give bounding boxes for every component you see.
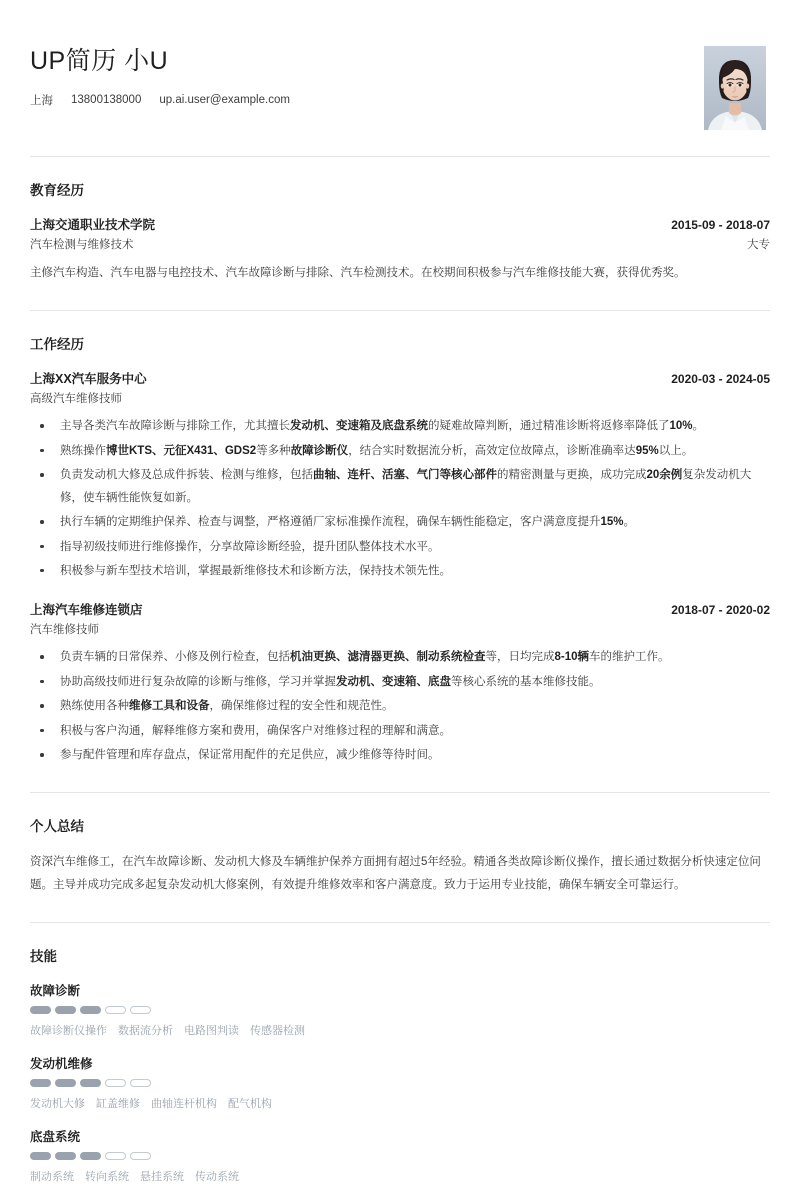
summary-text: 资深汽车维修工，在汽车故障诊断、发动机大修及车辆维护保养方面拥有超过5年经验。精通各类故障诊断仪操作，擅长通过数据分析快速定位问题。主导并成功完成多起复杂发动机大修案例，有效提升维修效率和客户满意度。致力于运用专业技能，确保车辆安全可靠运行。 (30, 856, 761, 891)
skill-tag: 配气机构 (228, 1098, 272, 1111)
header-left (30, 44, 290, 108)
skill-tag-list (30, 1168, 770, 1184)
skill-name: 发动机维修 (30, 1057, 93, 1072)
skill-level-meter (30, 1079, 770, 1087)
skill-bar-filled (80, 1079, 101, 1087)
work-bullet: 熟练操作博世KTS、元征X431、GDS2等多种故障诊断仪，结合实时数据流分析，高效定位故障点，诊断准确率达95%以上。 (30, 440, 770, 462)
section-education (30, 157, 770, 284)
skill-bar-empty (130, 1006, 151, 1014)
skill-tag: 制动系统 (30, 1171, 74, 1184)
skill-bar-empty (105, 1079, 126, 1087)
work-company: 上海汽车维修连锁店 (30, 603, 143, 618)
skill-tag: 数据流分析 (118, 1025, 173, 1038)
education-school: 上海交通职业技术学院 (30, 218, 156, 232)
skill-bar-filled (30, 1079, 51, 1087)
work-entry-sub (30, 621, 770, 637)
skill-block (30, 1127, 770, 1184)
work-bullet: 负责发动机大修及总成件拆装、检测与维修，包括曲轴、连杆、活塞、气门等核心部件的精密测量与更换，成功完成20余例复杂发动机大修，使车辆性能恢复如新。 (30, 464, 770, 509)
skill-bar-empty (105, 1152, 126, 1160)
skill-tag: 电路图判读 (184, 1025, 239, 1038)
education-entry-head (30, 215, 770, 233)
skill-tag: 传感器检测 (250, 1025, 305, 1038)
education-degree: 大专 (747, 239, 770, 251)
work-role: 汽车维修技师 (30, 624, 99, 637)
skill-bar-empty (130, 1079, 151, 1087)
skill-name: 故障诊断 (30, 984, 81, 999)
work-entry (30, 600, 770, 766)
section-title-summary: 个人总结 (30, 819, 84, 835)
work-entry-head (30, 600, 770, 618)
skill-bar-filled (55, 1079, 76, 1087)
skill-block (30, 981, 770, 1038)
section-skills (30, 923, 770, 1184)
work-bullet: 主导各类汽车故障诊断与排除工作，尤其擅长发动机、变速箱及底盘系统的疑难故障判断，通过精准诊断将返修率降低了10%。 (30, 415, 770, 437)
skill-bar-filled (80, 1152, 101, 1160)
section-title-skills: 技能 (30, 949, 57, 965)
education-entry-sub (30, 236, 770, 252)
skill-tag-list (30, 1095, 770, 1111)
section-work (30, 311, 770, 766)
work-entry (30, 369, 770, 582)
contact-email: up.ai.user@example.com (159, 93, 290, 106)
work-bullet-list (30, 646, 770, 766)
portrait-photo-icon (704, 46, 766, 130)
skill-tag: 发动机大修 (30, 1098, 85, 1111)
skill-tag: 曲轴连杆机构 (151, 1098, 217, 1111)
contact-row (30, 92, 290, 108)
skill-tag-list (30, 1022, 770, 1038)
work-bullet: 协助高级技师进行复杂故障的诊断与维修，学习并掌握发动机、变速箱、底盘等核心系统的基本维修技能。 (30, 671, 770, 693)
skill-bar-empty (130, 1152, 151, 1160)
education-entry (30, 215, 770, 284)
work-company: 上海XX汽车服务中心 (30, 372, 147, 387)
skill-name: 底盘系统 (30, 1130, 81, 1145)
work-bullet: 积极参与新车型技术培训，掌握最新维修技术和诊断方法，保持技术领先性。 (30, 560, 770, 582)
work-bullet: 积极与客户沟通，解释维修方案和费用，确保客户对维修过程的理解和满意。 (30, 720, 770, 742)
work-entry-head (30, 369, 770, 387)
skill-tag: 故障诊断仪操作 (30, 1025, 107, 1038)
contact-phone: 13800138000 (71, 93, 142, 106)
section-summary (30, 793, 770, 896)
page-title: UP简历 小U (30, 47, 169, 75)
education-date: 2015-09 - 2018-07 (671, 218, 770, 232)
skill-bar-filled (30, 1152, 51, 1160)
skill-block (30, 1054, 770, 1111)
skill-bar-filled (30, 1006, 51, 1014)
work-entry-sub (30, 390, 770, 406)
skill-tag: 转向系统 (85, 1171, 129, 1184)
skill-bar-filled (80, 1006, 101, 1014)
skill-tag: 悬挂系统 (140, 1171, 184, 1184)
work-bullet: 执行车辆的定期维护保养、检查与调整，严格遵循厂家标准操作流程，确保车辆性能稳定，客户满意度提升15%。 (30, 511, 770, 533)
section-title-work: 工作经历 (30, 337, 84, 353)
skill-level-meter (30, 1006, 770, 1014)
work-bullet: 指导初级技师进行维修操作，分享故障诊断经验，提升团队整体技术水平。 (30, 536, 770, 558)
work-bullet: 负责车辆的日常保养、小修及例行检查，包括机油更换、滤清器更换、制动系统检查等，日均完成8-10辆车的维护工作。 (30, 646, 770, 668)
work-bullet: 参与配件管理和库存盘点，保证常用配件的充足供应，减少维修等待时间。 (30, 744, 770, 766)
resume-header (30, 44, 770, 130)
education-major: 汽车检测与维修技术 (30, 239, 134, 251)
section-title-education: 教育经历 (30, 183, 84, 198)
work-date: 2020-03 - 2024-05 (671, 372, 770, 387)
work-date: 2018-07 - 2020-02 (671, 603, 770, 618)
work-role: 高级汽车维修技师 (30, 393, 122, 406)
skill-bar-filled (55, 1152, 76, 1160)
work-bullet-list (30, 415, 770, 582)
education-description: 主修汽车构造、汽车电器与电控技术、汽车故障诊断与排除、汽车检测技术。在校期间积极参与汽车维修技能大赛，获得优秀奖。 (30, 267, 686, 279)
avatar (704, 46, 766, 130)
contact-location: 上海 (30, 94, 53, 107)
work-bullet: 熟练使用各种维修工具和设备，确保维修过程的安全性和规范性。 (30, 695, 770, 717)
skill-bar-empty (105, 1006, 126, 1014)
skill-list (30, 981, 770, 1184)
skill-level-meter (30, 1152, 770, 1160)
skill-tag: 缸盖维修 (96, 1098, 140, 1111)
skill-tag: 传动系统 (195, 1171, 239, 1184)
skill-bar-filled (55, 1006, 76, 1014)
